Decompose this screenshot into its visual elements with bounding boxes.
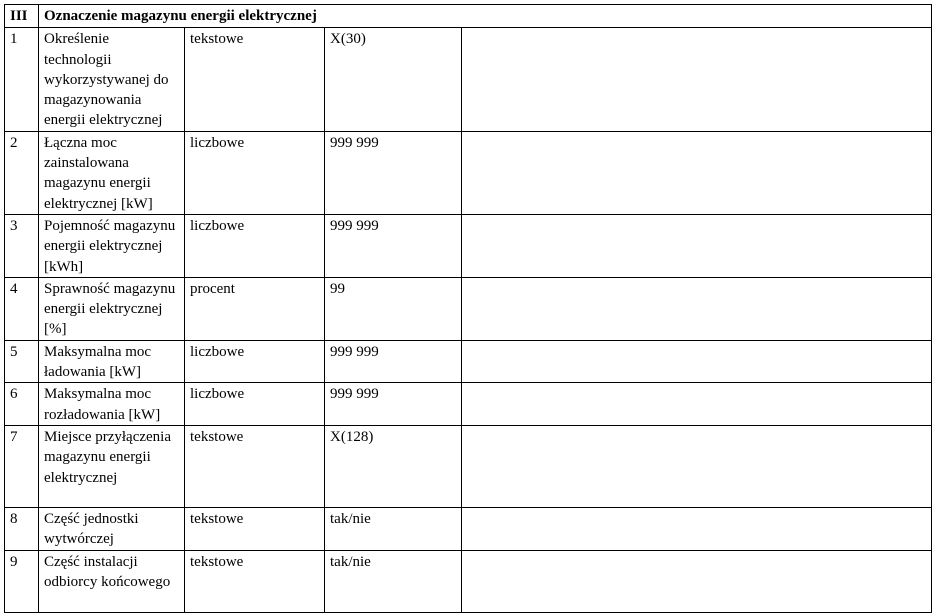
field-type: tekstowe (185, 425, 325, 507)
row-number: 5 (5, 340, 39, 383)
row-number: 2 (5, 131, 39, 214)
field-type: procent (185, 277, 325, 340)
row-number: 9 (5, 550, 39, 612)
field-type: tekstowe (185, 507, 325, 550)
field-notes (462, 214, 932, 277)
field-format: X(128) (325, 425, 462, 507)
field-notes (462, 277, 932, 340)
field-type: tekstowe (185, 28, 325, 131)
table-row (5, 28, 932, 131)
field-format: X(30) (325, 28, 462, 131)
table-row (5, 383, 932, 426)
section-header-row (5, 5, 932, 28)
field-type: liczbowe (185, 383, 325, 426)
field-notes (462, 425, 932, 507)
field-notes (462, 383, 932, 426)
row-number: 8 (5, 507, 39, 550)
field-type: tekstowe (185, 550, 325, 612)
table-row (5, 131, 932, 214)
row-number: 6 (5, 383, 39, 426)
field-notes (462, 340, 932, 383)
field-name: Łączna moc zainstalowana magazynu energii elektrycznej [kW] (39, 131, 185, 214)
field-name: Określenie technologii wykorzystywanej do magazynowania energii elektrycznej (39, 28, 185, 131)
table-row (5, 277, 932, 340)
field-notes (462, 550, 932, 612)
field-type: liczbowe (185, 340, 325, 383)
field-format: 99 (325, 277, 462, 340)
field-name: Sprawność magazynu energii elektrycznej [%] (39, 277, 185, 340)
field-name: Maksymalna moc ładowania [kW] (39, 340, 185, 383)
field-notes (462, 28, 932, 131)
field-format: 999 999 (325, 383, 462, 426)
field-name: Część jednostki wytwórczej (39, 507, 185, 550)
table-row (5, 340, 932, 383)
field-format: 999 999 (325, 340, 462, 383)
field-name: Część instalacji odbiorcy końcowego (39, 550, 185, 612)
field-name: Pojemność magazynu energii elektrycznej [kWh] (39, 214, 185, 277)
field-format: 999 999 (325, 214, 462, 277)
field-name: Miejsce przyłączenia magazynu energii elektrycznej (39, 425, 185, 507)
field-type: liczbowe (185, 214, 325, 277)
row-number: 1 (5, 28, 39, 131)
table-row (5, 214, 932, 277)
table-row (5, 550, 932, 612)
row-number: 7 (5, 425, 39, 507)
field-notes (462, 131, 932, 214)
section-number: III (5, 5, 39, 28)
field-name: Maksymalna moc rozładowania [kW] (39, 383, 185, 426)
field-notes (462, 507, 932, 550)
row-number: 3 (5, 214, 39, 277)
table-row (5, 507, 932, 550)
field-format: 999 999 (325, 131, 462, 214)
field-type: liczbowe (185, 131, 325, 214)
section-title: Oznaczenie magazynu energii elektrycznej (39, 5, 932, 28)
field-format: tak/nie (325, 550, 462, 612)
field-format: tak/nie (325, 507, 462, 550)
energy-storage-table (4, 4, 932, 613)
row-number: 4 (5, 277, 39, 340)
table-row (5, 425, 932, 507)
